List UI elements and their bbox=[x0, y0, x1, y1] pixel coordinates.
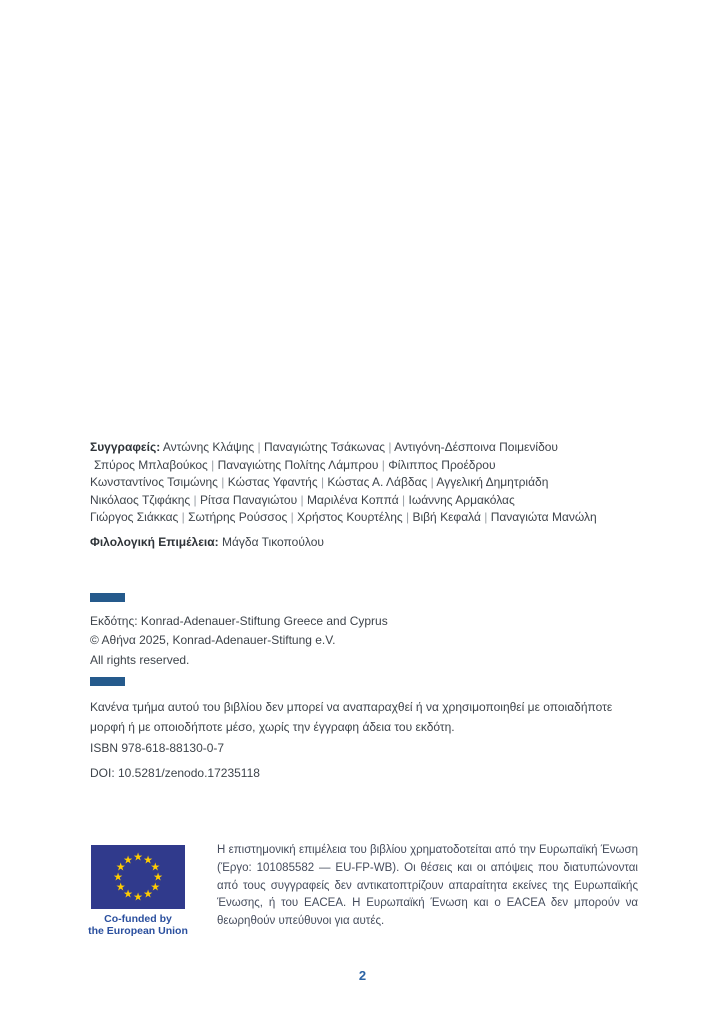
eu-star-icon: ★ bbox=[115, 860, 126, 874]
editing-credit-label: Φιλολογική Επιμέλεια: bbox=[90, 535, 219, 549]
author-separator: | bbox=[254, 440, 264, 454]
author-separator: | bbox=[317, 475, 328, 489]
editing-credit-name: Μάγδα Τικοπούλου bbox=[221, 535, 324, 549]
page-number: 2 bbox=[358, 968, 367, 983]
authors-block bbox=[90, 439, 650, 527]
rights-notice: Κανένα τμήμα αυτού του βιβλίου δεν μπορεί να αναπαραχθεί ή να χρησιμοποιηθεί με οποιαδήποτε μορφή ή με οποιοδήποτε μέσο, χωρίς την έγγραφη άδεια του εκδότη. bbox=[90, 700, 613, 734]
author-line: Νικόλαος Τζιφάκης | Ρίτσα Παναγιώτου | Μαριλένα Κοππά | Ιωάννης Αρμακόλας bbox=[90, 492, 515, 507]
eu-logo-caption bbox=[77, 914, 199, 937]
author-separator: | bbox=[297, 492, 307, 507]
editing-credit-line bbox=[90, 534, 650, 552]
publisher-line: All rights reserved. bbox=[90, 652, 190, 667]
publisher-line: Εκδότης: Konrad-Adenauer-Stiftung Greece and Cyprus bbox=[90, 614, 388, 628]
doi-line: DOI: 10.5281/zenodo.17235118 bbox=[90, 766, 260, 780]
author-line: Γιώργος Σιάκκας | Σωτήρης Ρούσσος | Χρήστος Κουρτέλης | Βιβή Κεφαλά | Παναγιώτα Μανώλη bbox=[90, 510, 597, 524]
eu-logo bbox=[88, 845, 188, 937]
author-separator: | bbox=[190, 492, 201, 507]
author-separator: | bbox=[207, 457, 218, 472]
eu-star-icon: ★ bbox=[123, 852, 133, 866]
divider-bar-top bbox=[90, 593, 125, 602]
eu-caption-line1: Co-funded by bbox=[104, 913, 172, 925]
author-separator: | bbox=[287, 510, 298, 524]
eu-star-icon: ★ bbox=[153, 870, 163, 884]
author-line: Κωνσταντίνος Τσιμώνης | Κώστας Υφαντής | Κώστας Α. Λάβδας | Αγγελική Δημητριάδη bbox=[90, 475, 549, 489]
eu-star-icon: ★ bbox=[113, 870, 123, 884]
authors-label: Συγγραφείς: bbox=[90, 440, 161, 454]
author-separator: | bbox=[398, 492, 409, 507]
author-separator: | bbox=[402, 510, 413, 524]
eu-caption-line2: the European Union bbox=[88, 924, 188, 937]
eu-star-icon: ★ bbox=[150, 880, 161, 894]
author-line: Συγγραφείς: Αντώνης Κλάψης | Παναγιώτης Τσάκωνας | Αντιγόνη-Δέσποινα Ποιμενίδου bbox=[90, 440, 558, 454]
author-separator: | bbox=[217, 475, 228, 489]
author-separator: | bbox=[480, 510, 491, 524]
eu-star-icon: ★ bbox=[143, 887, 153, 901]
eu-star-icon: ★ bbox=[133, 850, 143, 864]
author-separator: | bbox=[378, 457, 389, 472]
divider-bar-bottom bbox=[90, 677, 125, 686]
author-separator: | bbox=[427, 475, 437, 489]
author-separator: | bbox=[384, 440, 395, 454]
eu-star-icon: ★ bbox=[150, 860, 161, 874]
publisher-line: © Αθήνα 2025, Konrad-Adenauer-Stiftung e.V. bbox=[90, 633, 336, 648]
author-separator: | bbox=[178, 510, 189, 524]
isbn-line: ISBN 978-618-88130-0-7 bbox=[90, 741, 225, 755]
eu-star-icon: ★ bbox=[133, 890, 143, 904]
eu-flag-icon bbox=[91, 845, 185, 909]
publisher-block bbox=[90, 612, 650, 670]
author-line: Σπύρος Μπλαβούκος | Παναγιώτης Πολίτης Λάμπρου | Φίλιππος Προέδρου bbox=[94, 457, 496, 472]
eu-star-icon: ★ bbox=[123, 887, 133, 901]
eu-funding-text: Η επιστημονική επιμέλεια του βιβλίου χρηματοδοτείται από την Ευρωπαϊκή Ένωση (Έργο: 101085582 — EU-FP-WB). Οι θέσεις και οι απόψεις που διατυπώνονται από τους συγγραφείς δεν αντικατοπτρίζουν απαραίτητα εκείνες της Ευρωπαϊκής Ένωσης, ή του EACEA. Η Ευρωπαϊκή Ένωση και ο EACEA δεν μπορούν να θεωρηθούν υπεύθυνοι για αυτές. bbox=[217, 844, 638, 928]
eu-star-icon: ★ bbox=[115, 880, 126, 894]
eu-star-icon: ★ bbox=[143, 852, 153, 866]
